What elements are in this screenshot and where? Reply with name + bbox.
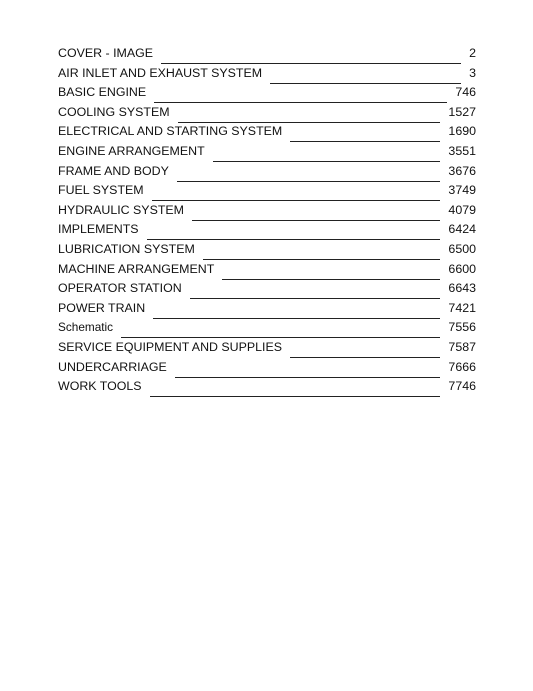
toc-leader-line <box>270 68 461 84</box>
toc-entry-title: FUEL SYSTEM <box>58 183 144 198</box>
toc-leader-line <box>192 205 440 221</box>
toc-leader-line <box>290 342 440 358</box>
toc-leader-line <box>161 48 461 64</box>
toc-entry-title: Schematic <box>58 320 114 335</box>
toc-entry[interactable] <box>58 379 476 399</box>
toc-entry-title: UNDERCARRIAGE <box>58 359 167 374</box>
toc-entry-title: ELECTRICAL AND STARTING SYSTEM <box>58 124 283 139</box>
toc-leader-line <box>121 322 440 338</box>
toc-entry-title: HYDRAULIC SYSTEM <box>58 202 184 217</box>
toc-entry-title: COOLING SYSTEM <box>58 104 170 119</box>
toc-leader-line <box>175 362 441 378</box>
toc-entry-page: 1527 <box>448 104 476 119</box>
toc-entry-title: LUBRICATION SYSTEM <box>58 241 195 256</box>
toc-entry-page: 6600 <box>448 261 476 276</box>
toc-entry-page: 6424 <box>448 222 476 237</box>
toc-entry-title: FRAME AND BODY <box>58 163 169 178</box>
toc-entry[interactable] <box>58 203 476 223</box>
toc-entry[interactable] <box>58 320 476 340</box>
toc-entry-title: MACHINE ARRANGEMENT <box>58 261 215 276</box>
toc-entry-title: WORK TOOLS <box>58 379 142 394</box>
toc-entry-page: 746 <box>455 85 476 100</box>
toc-entry-page: 6643 <box>448 281 476 296</box>
toc-entry-page: 1690 <box>448 124 476 139</box>
toc-entry-page: 7666 <box>448 359 476 374</box>
toc-entry[interactable] <box>58 183 476 203</box>
toc-entry[interactable] <box>58 222 476 242</box>
toc-leader-line <box>152 185 441 201</box>
toc-entry-title: SERVICE EQUIPMENT AND SUPPLIES <box>58 339 283 354</box>
toc-leader-line <box>178 107 441 123</box>
table-of-contents <box>58 46 476 399</box>
toc-leader-line <box>213 146 441 162</box>
toc-entry[interactable] <box>58 46 476 66</box>
toc-entry-page: 7421 <box>448 300 476 315</box>
toc-entry-page: 3 <box>469 65 476 80</box>
toc-entry-title: BASIC ENGINE <box>58 85 147 100</box>
toc-entry-title: COVER - IMAGE <box>58 46 154 60</box>
toc-entry[interactable] <box>58 164 476 184</box>
toc-leader-line <box>154 87 447 103</box>
toc-entry[interactable] <box>58 85 476 105</box>
toc-entry[interactable] <box>58 281 476 301</box>
toc-leader-line <box>203 244 441 260</box>
toc-entry[interactable] <box>58 144 476 164</box>
toc-entry-page: 2 <box>469 46 476 60</box>
toc-leader-line <box>150 381 441 397</box>
toc-entry-title: ENGINE ARRANGEMENT <box>58 143 205 158</box>
toc-entry[interactable] <box>58 66 476 86</box>
toc-leader-line <box>222 264 440 280</box>
toc-leader-line <box>190 283 441 299</box>
toc-entry-page: 3551 <box>448 143 476 158</box>
toc-entry-title: POWER TRAIN <box>58 300 146 315</box>
toc-entry-page: 3676 <box>448 163 476 178</box>
toc-entry-page: 4079 <box>448 202 476 217</box>
toc-entry-title: OPERATOR STATION <box>58 281 182 296</box>
toc-entry-page: 3749 <box>448 183 476 198</box>
toc-entry-page: 7556 <box>448 320 476 335</box>
toc-leader-line <box>147 224 441 240</box>
toc-entry[interactable] <box>58 360 476 380</box>
toc-entry[interactable] <box>58 301 476 321</box>
toc-entry[interactable] <box>58 105 476 125</box>
toc-entry-page: 7587 <box>448 339 476 354</box>
toc-entry-title: AIR INLET AND EXHAUST SYSTEM <box>58 65 263 80</box>
toc-entry[interactable] <box>58 340 476 360</box>
toc-entry[interactable] <box>58 124 476 144</box>
toc-entry-title: IMPLEMENTS <box>58 222 139 237</box>
toc-leader-line <box>153 303 440 319</box>
toc-entry-page: 7746 <box>448 379 476 394</box>
toc-entry-page: 6500 <box>448 241 476 256</box>
toc-entry[interactable] <box>58 262 476 282</box>
toc-leader-line <box>177 166 441 182</box>
toc-entry[interactable] <box>58 242 476 262</box>
toc-leader-line <box>290 126 440 142</box>
